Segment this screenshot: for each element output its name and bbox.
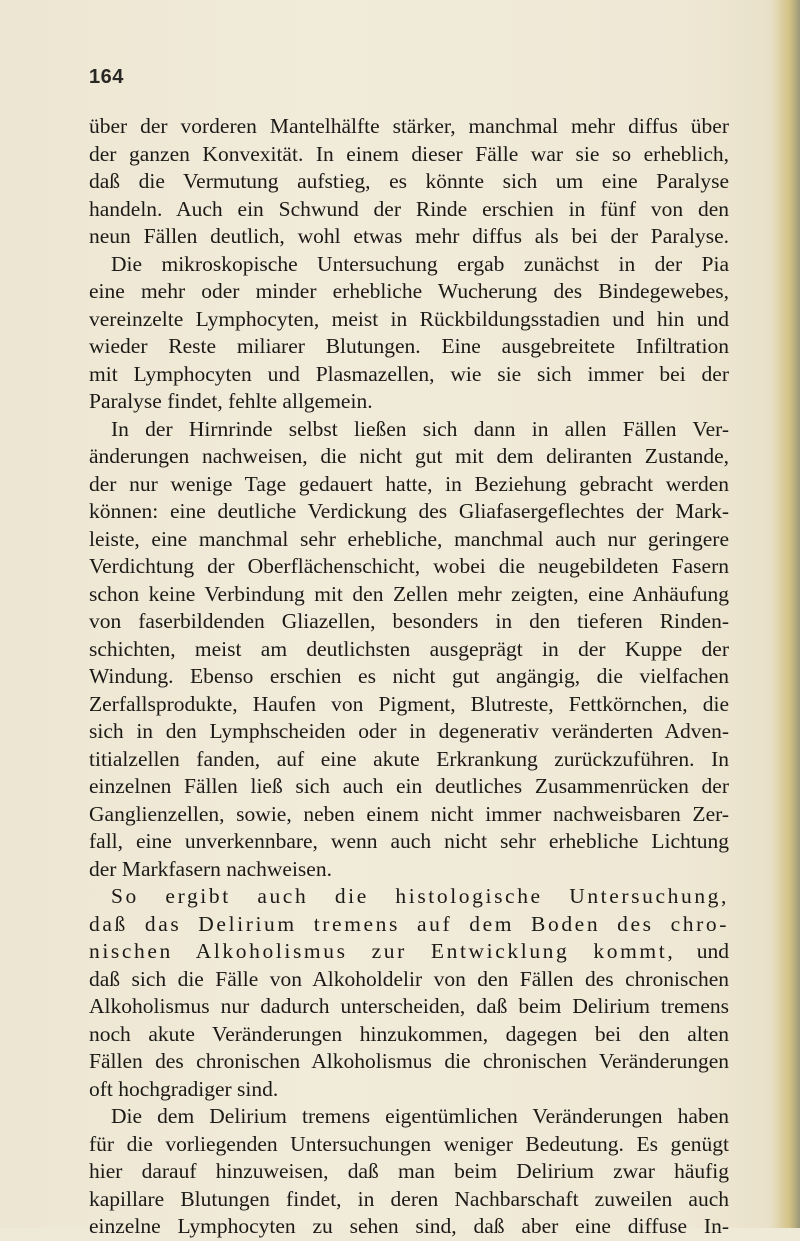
text-line: einzelne Lymphocyten zu sehen sind, daß aber eine diffuse In- [89, 1214, 729, 1238]
text-line: Ganglienzellen, sowie, neben einem nicht immer nachweisbaren Zer- [89, 801, 729, 826]
text-line: wieder Reste miliarer Blutungen. Eine ausgebreitete Infiltration [89, 334, 729, 358]
text-line: änderungen nachweisen, die nicht gut mit dem deliranten Zustande, [89, 444, 729, 468]
text-line: Die dem Delirium tremens eigentümlichen Veränderungen haben [111, 1104, 729, 1128]
body-text [89, 113, 729, 1241]
text-line: eine mehr oder minder erhebliche Wucherung des Bindegewebes, [89, 279, 729, 303]
text-line: einzelnen Fällen ließ sich auch ein deutliches Zusammenrücken der [89, 774, 729, 798]
text-line: von faserbildenden Gliazellen, besonders in den tieferen Rinden- [89, 609, 729, 633]
text-line: oft hochgradiger sind. [89, 1076, 279, 1101]
text-line: neun Fällen deutlich, wohl etwas mehr diffus als bei der Paralyse. [89, 224, 729, 248]
text-line: mit Lymphocyten und Plasmazellen, wie sie sich immer bei der [89, 361, 729, 386]
text-line: Fällen des chronischen Alkoholismus die chronischen Veränderungen [89, 1049, 729, 1073]
text-line: sich in den Lymphscheiden oder in degenerativ veränderten Adven- [89, 719, 729, 743]
text-line: der Markfasern nachweisen. [89, 856, 332, 881]
emphasized-text-line: daß das Delirium tremens auf dem Boden des chro- [89, 911, 729, 936]
text-line: über der vorderen Mantelhälfte stärker, manchmal mehr diffus über [89, 114, 729, 138]
text-line: Paralyse findet, fehlte allgemein. [89, 389, 373, 413]
text-line: der nur wenige Tage gedauert hatte, in Beziehung gebracht werden [89, 471, 729, 496]
text-line: vereinzelte Lymphocyten, meist in Rückbildungsstadien und hin und [89, 306, 729, 331]
text-line: daß die Vermutung aufstieg, es könnte sich um eine Paralyse [89, 169, 729, 193]
text-line: kapillare Blutungen findet, in deren Nachbarschaft zuweilen auch [89, 1186, 729, 1211]
plain-span: und [696, 939, 729, 963]
text-line: schon keine Verbindung mit den Zellen mehr zeigten, eine Anhäufung [89, 581, 729, 606]
text-line: der ganzen Konvexität. In einem dieser Fälle war sie so erheblich, [89, 141, 729, 166]
text-line: fall, eine unverkennbare, wenn auch nicht sehr erhebliche Lichtung [89, 829, 729, 853]
emphasized-span: nischen Alkoholismus zur Entwicklung kommt, [89, 939, 676, 963]
text-line: hier darauf hinzuweisen, daß man beim Delirium zwar häufig [89, 1159, 729, 1183]
text-line: Verdichtung der Oberflächenschicht, wobei die neugebildeten Fasern [89, 554, 729, 578]
emphasized-text-line: So ergibt auch die histologische Untersuchung, [111, 884, 729, 908]
text-line: In der Hirnrinde selbst ließen sich dann in allen Fällen Ver- [111, 416, 729, 441]
text-line: Zerfallsprodukte, Haufen von Pigment, Blutreste, Fettkörnchen, die [89, 691, 729, 716]
text-line: für die vorliegenden Untersuchungen weniger Bedeutung. Es genügt [89, 1131, 729, 1156]
text-line: Die mikroskopische Untersuchung ergab zunächst in der Pia [111, 251, 729, 276]
text-line: Alkoholismus nur dadurch unterscheiden, daß beim Delirium tremens [89, 994, 729, 1018]
text-line: handeln. Auch ein Schwund der Rinde erschien in fünf von den [89, 196, 729, 221]
text-line: noch akute Veränderungen hinzukommen, dagegen bei den alten [89, 1021, 729, 1046]
text-line: daß sich die Fälle von Alkoholdelir von den Fällen des chronischen [89, 966, 729, 991]
text-line: Windung. Ebenso erschien es nicht gut angängig, die vielfachen [89, 664, 729, 688]
text-line: können: eine deutliche Verdickung des Gliafasergeflechtes der Mark- [89, 499, 729, 523]
text-line: titialzellen fanden, auf eine akute Erkrankung zurückzuführen. In [89, 746, 729, 771]
emphasized-text-line [89, 938, 729, 966]
page-edge-shadow [774, 0, 800, 1228]
page-number: 164 [89, 66, 124, 88]
text-line: schichten, meist am deutlichsten ausgeprägt in der Kuppe der [89, 636, 729, 661]
text-line: leiste, eine manchmal sehr erhebliche, manchmal auch nur geringere [89, 526, 729, 551]
